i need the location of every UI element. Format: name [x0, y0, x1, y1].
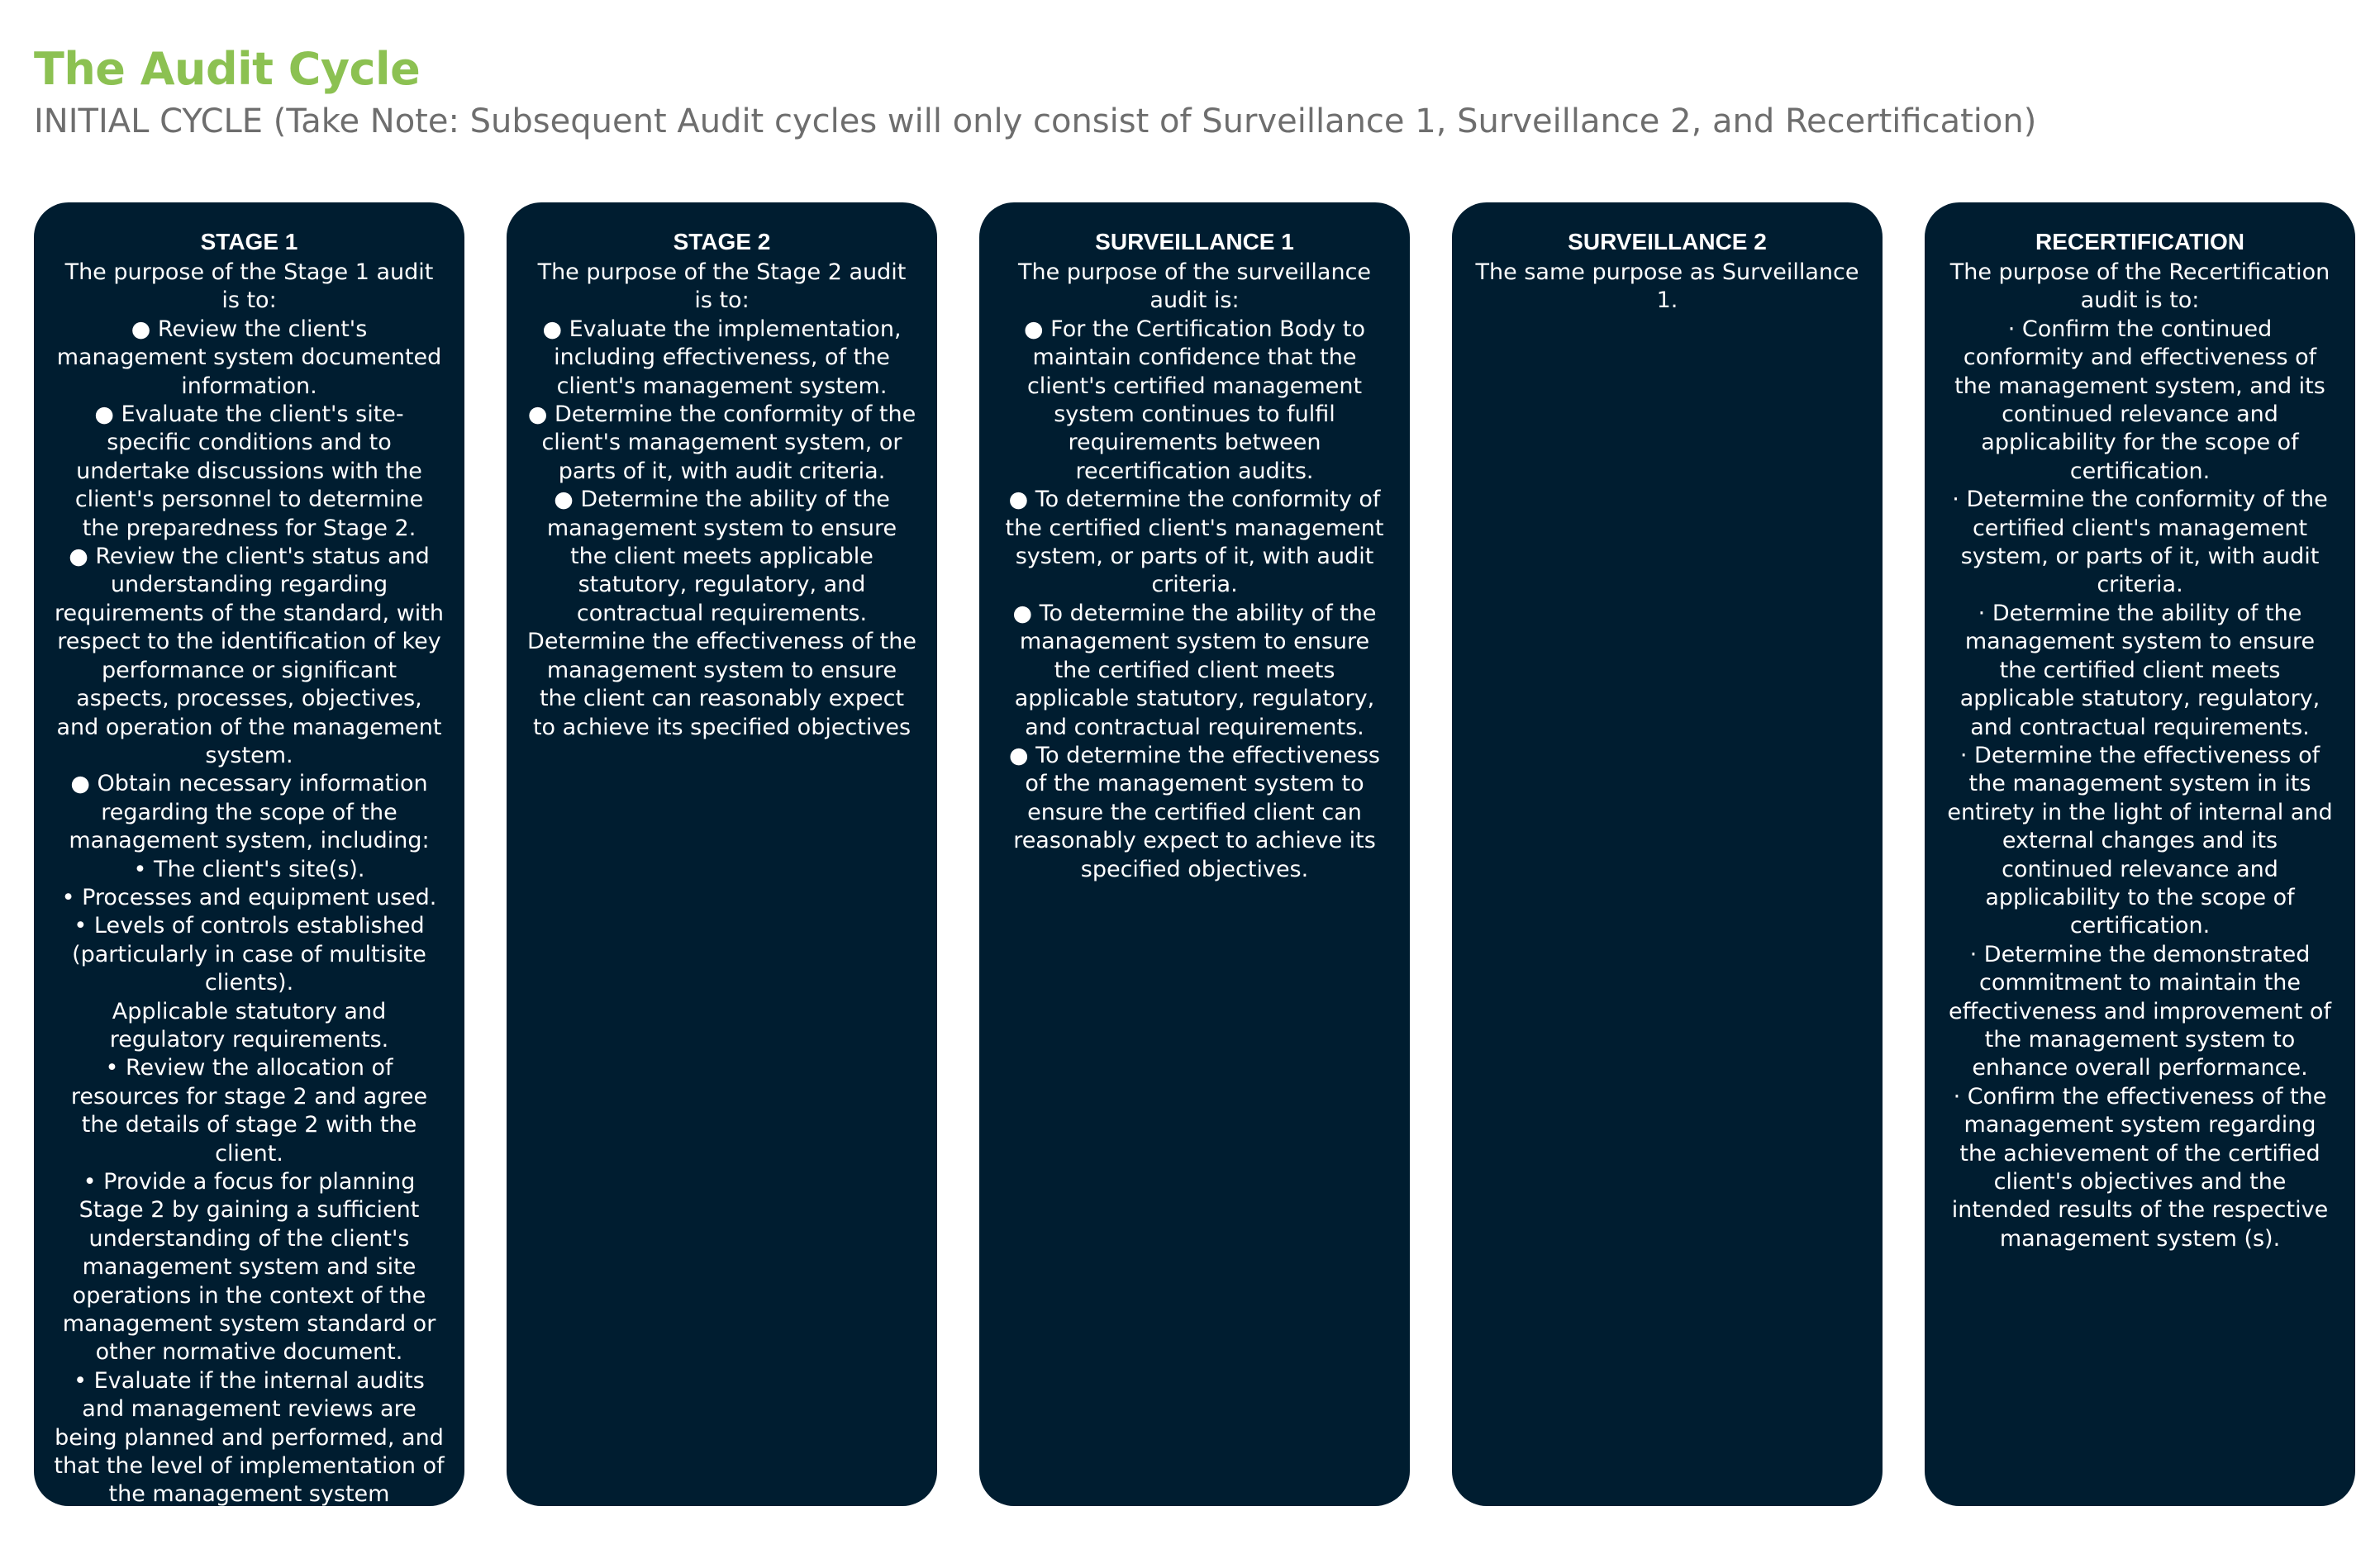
card-title: SURVEILLANCE 2	[1568, 229, 1767, 254]
card-body	[526, 259, 917, 742]
page-subtitle: INITIAL CYCLE (Take Note: Subsequent Audit cycles will only consist of Surveillance 1, Surveillance 2, and Recertification)	[34, 102, 2037, 140]
card-surveillance-1	[979, 202, 1410, 1506]
card-line: • The client's site(s).	[133, 856, 365, 882]
card-line: · Determine the conformity of the certified client's management system, or parts of it, with audit criteria.	[1952, 487, 2328, 598]
card-line: ● Obtain necessary information regarding the scope of the management system, including:	[69, 771, 430, 854]
card-line: ● Evaluate the client's site-specific conditions and to undertake discussions with the client's personnel to determine the preparedness for Stage 2.	[74, 402, 424, 541]
card-title: STAGE 2	[673, 229, 771, 254]
card-line: · Determine the ability of the management system to ensure the certified client meets applicable statutory, regulatory, and contractual requirements.	[1959, 600, 2320, 740]
card-line: • Levels of controls established (particularly in case of multisite clients).	[72, 913, 426, 996]
card-title: STAGE 1	[200, 229, 298, 254]
card-stage-1	[34, 202, 464, 1565]
card-line: The purpose of the surveillance audit is:	[1017, 259, 1372, 314]
card-body	[1472, 259, 1863, 316]
card-line: • Provide a focus for planning Stage 2 by gaining a sufficient understanding of the client's management system and site operations in the context of the management system standard or other normative document.	[62, 1169, 436, 1366]
card-line: • Processes and equipment used.	[61, 884, 437, 910]
card-line: ● For the Certification Body to maintain confidence that the client's certified management system continues to fulfil requirements between recertification audits.	[1023, 316, 1365, 484]
card-title: SURVEILLANCE 1	[1095, 229, 1294, 254]
card-line: • Review the allocation of resources for stage 2 and agree the details of stage 2 with the client.	[70, 1055, 428, 1166]
card-line: The purpose of the Stage 2 audit is to:	[537, 259, 907, 314]
card-line: · Determine the demonstrated commitment to maintain the effectiveness and improvement of the management system to enhance overall performance.	[1949, 941, 2331, 1081]
card-line: ● Review the client's management system documented information.	[56, 316, 442, 399]
card-line: · Confirm the effectiveness of the management system regarding the achievement of the certified client's objectives and the intended results of the respective management system (s).	[1951, 1083, 2329, 1252]
card-line: ● Review the client's status and understanding regarding requirements of the standard, with respect to the identification of key performance or significant aspects, processes, objectives, and operation of the management system.	[55, 544, 444, 768]
card-title: RECERTIFICATION	[2035, 229, 2245, 254]
card-line: Applicable statutory and regulatory requirements.	[109, 998, 389, 1052]
card-body	[1944, 259, 2335, 1253]
audit-cycle-cards	[34, 202, 2355, 1565]
card-line: ● To determine the effectiveness of the management system to ensure the certified client can reasonably expect to achieve its specified objectives.	[1009, 742, 1380, 882]
card-line: Determine the effectiveness of the management system to ensure the client can reasonably expect to achieve its specified objectives	[527, 629, 916, 740]
card-line: ● Evaluate the implementation, including effectiveness, of the client's management system.	[542, 316, 902, 399]
card-line: ● To determine the ability of the management system to ensure the certified client meets applicable statutory, regulatory, and contractual requirements.	[1012, 600, 1377, 740]
card-line: ● To determine the conformity of the certified client's management system, or parts of it, with audit criteria.	[1005, 487, 1384, 598]
card-line: • Evaluate if the internal audits and management reviews are being planned and performed, and that the level of implementation of the management system substantiates that the client is ready for Stage 2.	[54, 1367, 445, 1565]
card-line: The purpose of the Recertification audit is to:	[1949, 259, 2330, 314]
card-line: ● Determine the conformity of the client's management system, or parts of it, with audit criteria.	[527, 402, 916, 484]
card-line: ● Determine the ability of the management system to ensure the client meets applicable statutory, regulatory, and contractual requirements.	[546, 487, 897, 626]
card-stage-2	[507, 202, 937, 1506]
page-title: The Audit Cycle	[34, 43, 421, 95]
card-line: The same purpose as Surveillance 1.	[1475, 259, 1859, 314]
card-line: · Confirm the continued conformity and effectiveness of the management system, and its continued relevance and applicability for the scope of certification.	[1954, 316, 2325, 484]
card-body	[54, 259, 445, 1566]
card-recertification	[1925, 202, 2355, 1506]
card-line: The purpose of the Stage 1 audit is to:	[64, 259, 434, 314]
card-surveillance-2	[1452, 202, 1883, 1506]
card-body	[999, 259, 1390, 884]
card-line: · Determine the effectiveness of the management system in its entirety in the light of internal and external changes and its continued relevance and applicability to the scope of certification.	[1947, 742, 2333, 939]
